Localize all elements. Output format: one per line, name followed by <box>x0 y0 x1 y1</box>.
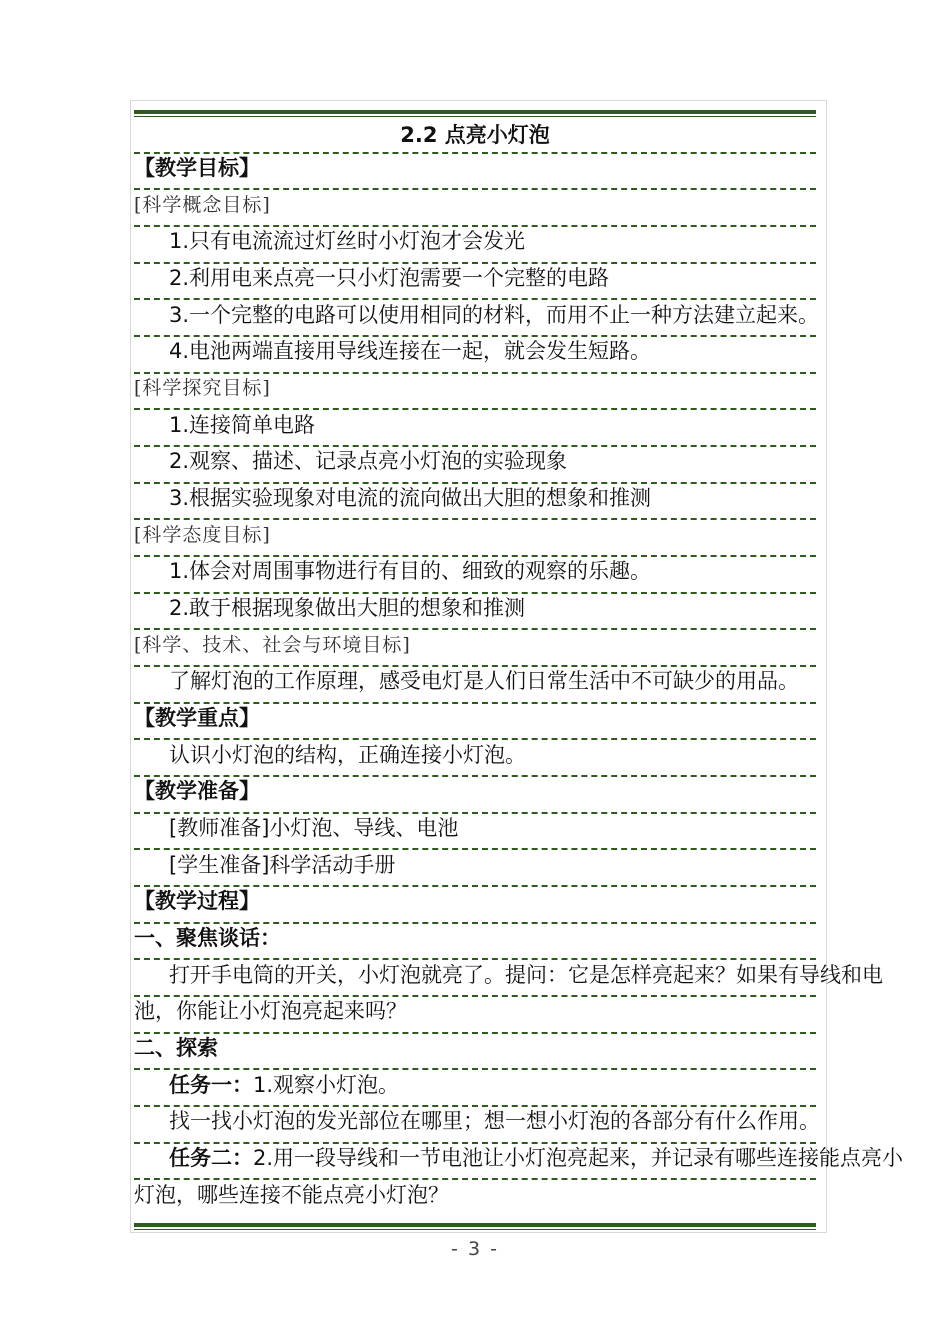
task2-line <box>169 1144 903 1172</box>
bottom-double-rule <box>134 1223 816 1230</box>
task2-text: 2.用一段导线和一节电池让小灯泡亮起来，并记录有哪些连接能点亮小 <box>253 1146 904 1170</box>
subheading-sts-goals: [科学、技术、社会与环境目标] <box>134 634 411 656</box>
concept-goal-item: 3.一个完整的电路可以使用相同的材料，而用不止一种方法建立起来。 <box>169 303 820 327</box>
page-number: - 3 - <box>451 1238 499 1260</box>
dashed-divider <box>134 1178 816 1180</box>
dashed-divider <box>134 518 816 520</box>
dashed-divider <box>134 848 816 850</box>
heading-teaching-prep: 【教学准备】 <box>134 779 260 803</box>
subheading-concept-goals: [科学概念目标] <box>134 194 271 216</box>
dashed-divider <box>134 408 816 410</box>
attitude-goal-item: 1.体会对周围事物进行有目的、细致的观察的乐趣。 <box>169 559 652 583</box>
concept-goal-item: 4.电池两端直接用导线连接在一起，就会发生短路。 <box>169 339 652 363</box>
step1-text-line2: 池，你能让小灯泡亮起来吗？ <box>134 999 407 1023</box>
inquiry-goal-item: 1.连接简单电路 <box>169 413 316 437</box>
heading-teaching-goals: 【教学目标】 <box>134 156 260 180</box>
dashed-divider <box>134 188 816 190</box>
top-double-rule <box>134 110 816 117</box>
dashed-divider <box>134 1032 816 1034</box>
prep-teacher: [教师准备]小灯泡、导线、电池 <box>169 816 459 840</box>
dashed-divider <box>134 958 816 960</box>
step2-title: 二、探索 <box>134 1036 218 1060</box>
step1-title: 一、聚焦谈话： <box>134 926 281 950</box>
concept-goal-item: 2.利用电来点亮一只小灯泡需要一个完整的电路 <box>169 266 610 290</box>
inquiry-goal-item: 3.根据实验现象对电流的流向做出大胆的想象和推测 <box>169 486 652 510</box>
focus-text: 认识小灯泡的结构，正确连接小灯泡。 <box>169 743 526 767</box>
dashed-divider <box>134 1068 816 1070</box>
subheading-attitude-goals: [科学态度目标] <box>134 524 271 546</box>
inquiry-goal-item: 2.观察、描述、记录点亮小灯泡的实验现象 <box>169 449 568 473</box>
sts-goal-text: 了解灯泡的工作原理，感受电灯是人们日常生活中不可缺少的用品。 <box>169 669 799 693</box>
task2-label: 任务二： <box>169 1146 253 1170</box>
concept-goal-item: 1.只有电流流过灯丝时小灯泡才会发光 <box>169 229 526 253</box>
task1-line <box>169 1071 399 1099</box>
task1-detail: 找一找小灯泡的发光部位在哪里；想一想小灯泡的各部分有什么作用。 <box>169 1109 820 1133</box>
step1-text-line1: 打开手电筒的开关，小灯泡就亮了。提问：它是怎样亮起来？如果有导线和电 <box>169 963 883 987</box>
task2-line2: 灯泡，哪些连接不能点亮小灯泡？ <box>134 1183 449 1207</box>
dashed-divider <box>134 298 816 300</box>
page-title: 2.2 点亮小灯泡 <box>400 123 550 147</box>
dashed-divider <box>134 738 816 740</box>
subheading-inquiry-goals: [科学探究目标] <box>134 377 271 399</box>
heading-teaching-process: 【教学过程】 <box>134 889 260 913</box>
attitude-goal-item: 2.敢于根据现象做出大胆的想象和推测 <box>169 596 526 620</box>
prep-student: [学生准备]科学活动手册 <box>169 853 396 877</box>
task1-label: 任务一： <box>169 1073 253 1097</box>
dashed-divider <box>134 628 816 630</box>
heading-teaching-focus: 【教学重点】 <box>134 706 260 730</box>
task1-text: 1.观察小灯泡。 <box>253 1073 400 1097</box>
